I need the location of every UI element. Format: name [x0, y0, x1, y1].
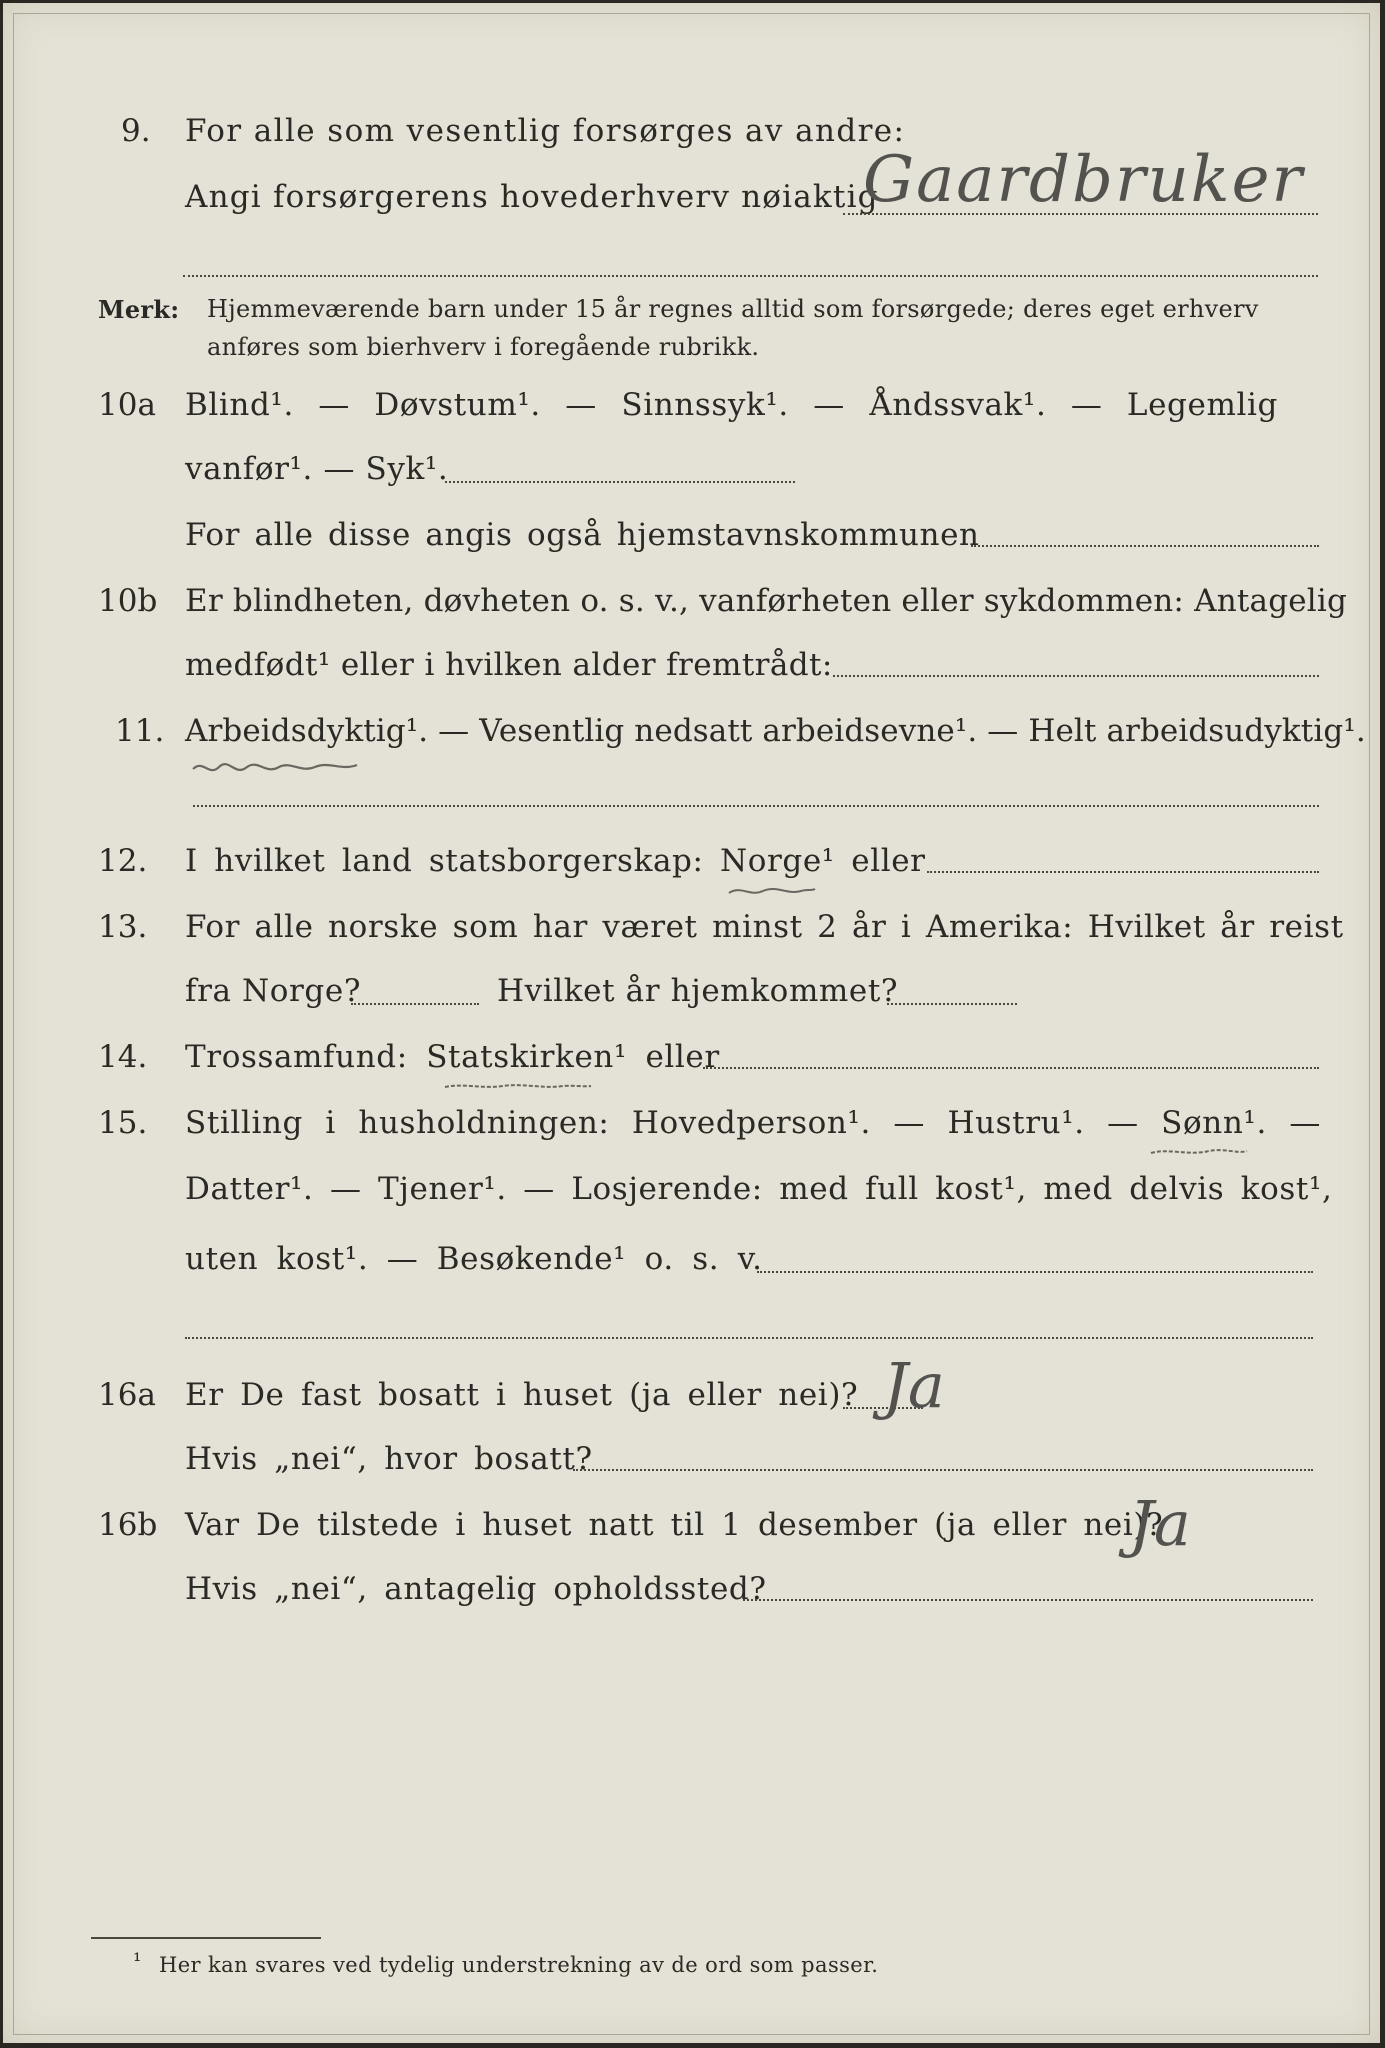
q12-norge-underline: [727, 883, 817, 899]
q10a-hjemstavn-line: [971, 545, 1319, 547]
q12-line-1: I hvilket land statsborgerskap: Norge¹ eller: [185, 843, 926, 879]
merk-line-2: anføres som bierhverv i foregående rubrikk.: [207, 333, 760, 361]
q16a-bosatt-line: [573, 1469, 1313, 1471]
q9-answer-line-2: [183, 275, 1318, 277]
merk-line-1: Hjemmeværende barn under 15 år regnes alltid som forsørgede; deres eget erhverv: [207, 295, 1259, 323]
q10a-line-1: Blind¹. — Døvstum¹. — Sinnssyk¹. — Åndssvak¹. — Legemlig: [185, 387, 1278, 423]
q13-line-2b: Hvilket år hjemkommet?: [497, 973, 899, 1009]
q16a-line-1: Er De fast bosatt i huset (ja eller nei)?: [185, 1377, 859, 1413]
q13-hjemkommet-line: [887, 1003, 1017, 1005]
q14-statskirken-underline: [443, 1079, 593, 1093]
q12-number: 12.: [98, 843, 148, 879]
q13-line-2a: fra Norge?: [185, 973, 362, 1009]
q15-answer-line: [757, 1271, 1313, 1273]
q9-number: 9.: [121, 113, 151, 149]
census-form-page: [3, 3, 1380, 2043]
q10b-number: 10b: [98, 583, 158, 619]
q11-answer-line: [193, 805, 1319, 807]
q15-answer-line-2: [185, 1337, 1313, 1339]
q9-line-2: Angi forsørgerens hovederhverv nøiaktig: [185, 179, 879, 215]
q16b-line-1: Var De tilstede i huset natt til 1 desember (ja eller nei)?: [185, 1507, 1164, 1543]
footnote-mark: ¹: [133, 1949, 142, 1973]
q11-line-1: Arbeidsdyktig¹. — Vesentlig nedsatt arbeidsevne¹. — Helt arbeidsudyktig¹.: [185, 713, 1366, 749]
merk-label: Merk:: [98, 295, 180, 324]
q16a-number: 16a: [98, 1377, 156, 1413]
q16b-number: 16b: [98, 1507, 158, 1543]
q10b-answer-line: [833, 675, 1319, 677]
q13-number: 13.: [98, 909, 148, 945]
q9-line-1: For alle som vesentlig forsørges av andre:: [185, 113, 906, 149]
q11-number: 11.: [115, 713, 165, 749]
q10b-line-1: Er blindheten, døvheten o. s. v., vanførheten eller sykdommen: Antagelig: [185, 583, 1348, 619]
q15-number: 15.: [98, 1105, 148, 1141]
footnote-rule: [91, 1937, 321, 1939]
q13-line-1: For alle norske som har været minst 2 år i Amerika: Hvilket år reist: [185, 909, 1344, 945]
q15-line-2: Datter¹. — Tjener¹. — Losjerende: med full kost¹, med delvis kost¹,: [185, 1171, 1333, 1207]
q9-handwritten-answer: Gaardbruker: [863, 143, 1305, 217]
q16a-handwritten-answer: Ja: [883, 1349, 945, 1422]
q15-line-3: uten kost¹. — Besøkende¹ o. s. v.: [185, 1241, 763, 1277]
q11-underline-mark: [191, 755, 361, 781]
q12-answer-line: [927, 871, 1319, 873]
q16b-opholdssted-line: [743, 1599, 1313, 1601]
q15-sonn-underline: [1149, 1145, 1249, 1159]
q16a-line-2: Hvis „nei“, hvor bosatt?: [185, 1441, 593, 1477]
q10a-number: 10a: [98, 387, 156, 423]
q16b-handwritten-answer: Ja: [1129, 1487, 1191, 1560]
footnote-text: Her kan svares ved tydelig understrekning av de ord som passer.: [159, 1953, 879, 1977]
q13-reist-line: [351, 1003, 479, 1005]
q14-number: 14.: [98, 1039, 148, 1075]
q10a-answer-line: [445, 481, 795, 483]
q14-line-1: Trossamfund: Statskirken¹ eller: [185, 1039, 720, 1075]
q10a-line-3: For alle disse angis også hjemstavnskommunen: [185, 517, 980, 553]
q10b-line-2: medfødt¹ eller i hvilken alder fremtrådt:: [185, 647, 833, 683]
q15-line-1: Stilling i husholdningen: Hovedperson¹. — Hustru¹. — Sønn¹. —: [185, 1105, 1321, 1141]
q10a-line-2: vanfør¹. — Syk¹.: [185, 451, 449, 487]
q16b-line-2: Hvis „nei“, antagelig opholdssted?: [185, 1571, 767, 1607]
q14-answer-line: [703, 1067, 1319, 1069]
